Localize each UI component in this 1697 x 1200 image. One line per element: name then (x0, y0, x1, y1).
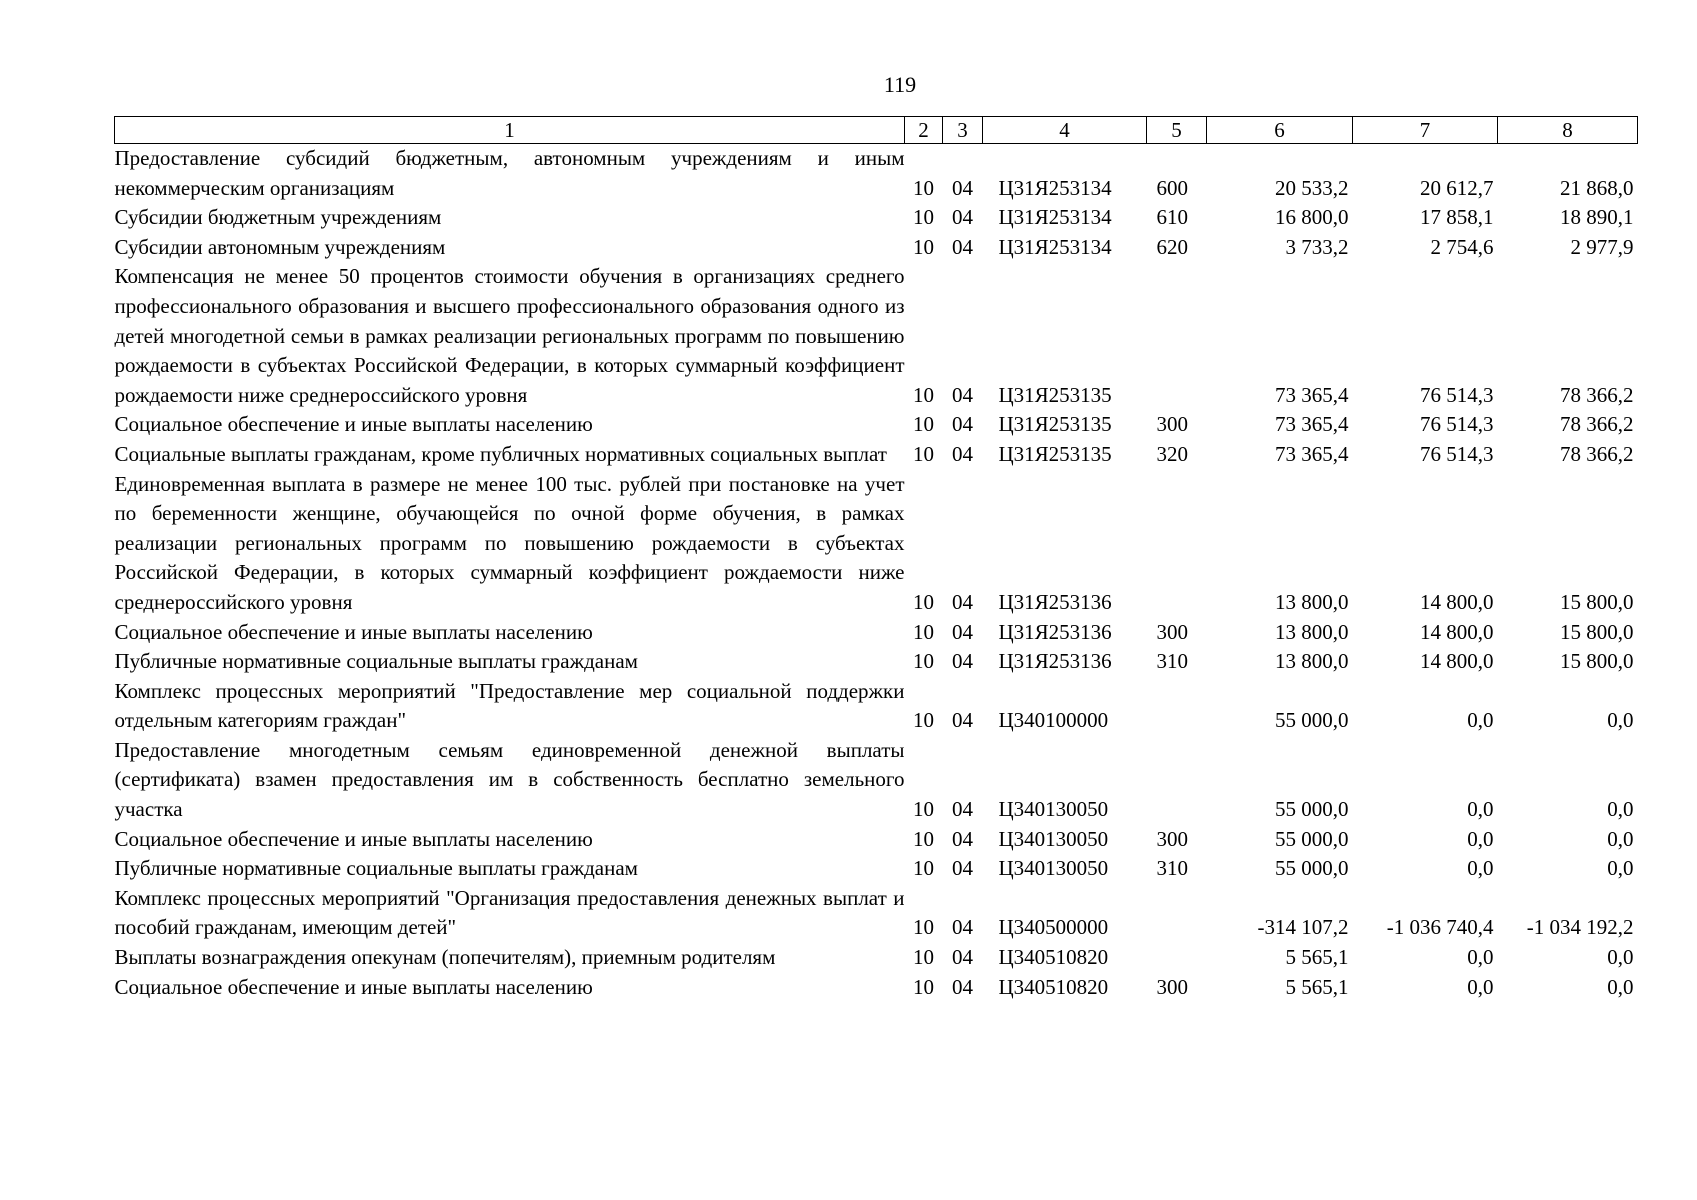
amount-year-1: 55 000,0 (1275, 856, 1349, 881)
subsection-code: 04 (952, 441, 973, 466)
target-article-code: Ц31Я253134 (998, 234, 1112, 259)
amount-year-3: 78 366,2 (1560, 382, 1634, 407)
row-description: Субсидии автономным учреждениям (114, 234, 446, 259)
table-row (115, 884, 1638, 943)
target-article-code: Ц31Я253135 (998, 412, 1112, 437)
section-code: 10 (913, 412, 934, 437)
section-code: 10 (913, 649, 934, 674)
target-article-code: Ц340100000 (998, 708, 1109, 733)
amount-year-1: 5 565,1 (1285, 974, 1349, 999)
row-description: Социальное обеспечение и иные выплаты населению (114, 974, 593, 999)
subsection-code: 04 (952, 234, 973, 259)
amount-year-1: 73 365,4 (1275, 382, 1349, 407)
table-body (115, 144, 1638, 1003)
section-code: 10 (913, 945, 934, 970)
amount-year-1: 73 365,4 (1275, 441, 1349, 466)
expense-type-code (1147, 470, 1207, 618)
subsection-code: 04 (952, 175, 973, 200)
page-number: 119 (883, 72, 917, 97)
column-header: 1 (115, 117, 905, 144)
section-code: 10 (913, 589, 934, 614)
amount-year-3: 0,0 (1607, 856, 1634, 881)
table-row (115, 854, 1638, 884)
section-code: 10 (913, 708, 934, 733)
amount-year-1: 55 000,0 (1275, 797, 1349, 822)
expense-type-code: 310 (1156, 649, 1188, 674)
amount-year-3: 0,0 (1607, 708, 1634, 733)
row-description: Предоставление многодетным семьям единовременной денежной выплаты (сертификата) взамен предоставления им в собственность бесплатно земельного участка (114, 737, 905, 822)
amount-year-2: 14 800,0 (1420, 619, 1494, 644)
subsection-code: 04 (952, 945, 973, 970)
amount-year-3: 0,0 (1607, 974, 1634, 999)
section-code: 10 (913, 382, 934, 407)
amount-year-2: 0,0 (1467, 708, 1494, 733)
section-code: 10 (913, 856, 934, 881)
amount-year-2: -1 036 740,4 (1386, 915, 1494, 940)
amount-year-2: 14 800,0 (1420, 649, 1494, 674)
section-code: 10 (913, 974, 934, 999)
section-code: 10 (913, 619, 934, 644)
amount-year-2: 76 514,3 (1420, 441, 1494, 466)
amount-year-3: 2 977,9 (1570, 234, 1634, 259)
subsection-code: 04 (952, 649, 973, 674)
target-article-code: Ц340500000 (998, 915, 1109, 940)
amount-year-1: 13 800,0 (1275, 619, 1349, 644)
expense-type-code: 600 (1156, 175, 1188, 200)
subsection-code: 04 (952, 205, 973, 230)
section-code: 10 (913, 234, 934, 259)
amount-year-2: 76 514,3 (1420, 412, 1494, 437)
amount-year-3: 78 366,2 (1560, 441, 1634, 466)
target-article-code: Ц31Я253135 (998, 382, 1112, 407)
row-description: Комплекс процессных мероприятий "Предоставление мер социальной поддержки отдельным категориям граждан" (114, 678, 905, 733)
subsection-code: 04 (952, 826, 973, 851)
amount-year-3: 15 800,0 (1560, 589, 1634, 614)
table-row (115, 736, 1638, 825)
subsection-code: 04 (952, 856, 973, 881)
table-row (115, 677, 1638, 736)
amount-year-3: 21 868,0 (1560, 175, 1634, 200)
amount-year-1: 73 365,4 (1275, 412, 1349, 437)
amount-year-1: 13 800,0 (1275, 589, 1349, 614)
row-description: Социальное обеспечение и иные выплаты населению (114, 412, 593, 437)
expense-type-code (1147, 677, 1207, 736)
amount-year-3: 15 800,0 (1560, 649, 1634, 674)
amount-year-2: 17 858,1 (1420, 205, 1494, 230)
table-row (115, 262, 1638, 410)
target-article-code: Ц31Я253135 (998, 441, 1112, 466)
amount-year-2: 0,0 (1467, 945, 1494, 970)
section-code: 10 (913, 175, 934, 200)
amount-year-2: 14 800,0 (1420, 589, 1494, 614)
row-description: Субсидии бюджетным учреждениям (114, 205, 442, 230)
budget-table (114, 116, 1638, 1002)
amount-year-1: 20 533,2 (1275, 175, 1349, 200)
amount-year-3: 78 366,2 (1560, 412, 1634, 437)
table-row (115, 943, 1638, 973)
row-description: Единовременная выплата в размере не менее 100 тыс. рублей при постановке на учет по беременности женщине, обучающейся по очной форме обучения, в рамках реализации региональных программ по повышению рождаемости в субъектах Российской Федерации, в которых суммарный коэффициент рождаемости ниже среднероссийского уровня (114, 471, 905, 614)
subsection-code: 04 (952, 412, 973, 437)
column-header: 7 (1353, 117, 1498, 144)
amount-year-1: -314 107,2 (1257, 915, 1349, 940)
section-code: 10 (913, 797, 934, 822)
expense-type-code (1147, 884, 1207, 943)
table-row (115, 233, 1638, 263)
table-row (115, 144, 1638, 204)
target-article-code: Ц31Я253136 (998, 649, 1112, 674)
amount-year-3: 18 890,1 (1560, 205, 1634, 230)
row-description: Социальное обеспечение и иные выплаты населению (114, 826, 593, 851)
row-description: Публичные нормативные социальные выплаты гражданам (114, 856, 638, 881)
amount-year-1: 5 565,1 (1285, 945, 1349, 970)
amount-year-2: 0,0 (1467, 974, 1494, 999)
amount-year-2: 2 754,6 (1430, 234, 1494, 259)
section-code: 10 (913, 441, 934, 466)
table-row (115, 618, 1638, 648)
amount-year-3: 0,0 (1607, 826, 1634, 851)
subsection-code: 04 (952, 915, 973, 940)
subsection-code: 04 (952, 589, 973, 614)
target-article-code: Ц31Я253136 (998, 589, 1112, 614)
expense-type-code: 300 (1156, 826, 1188, 851)
subsection-code: 04 (952, 619, 973, 644)
subsection-code: 04 (952, 382, 973, 407)
amount-year-1: 16 800,0 (1275, 205, 1349, 230)
subsection-code: 04 (952, 974, 973, 999)
section-code: 10 (913, 205, 934, 230)
column-header: 4 (983, 117, 1147, 144)
amount-year-2: 20 612,7 (1420, 175, 1494, 200)
expense-type-code: 320 (1156, 441, 1188, 466)
table-row (115, 203, 1638, 233)
subsection-code: 04 (952, 708, 973, 733)
subsection-code: 04 (952, 797, 973, 822)
table-row (115, 973, 1638, 1003)
amount-year-3: 0,0 (1607, 945, 1634, 970)
row-description: Предоставление субсидий бюджетным, автономным учреждениям и иным некоммерческим организациям (114, 146, 905, 200)
row-description: Выплаты вознаграждения опекунам (попечителям), приемным родителям (114, 945, 776, 970)
amount-year-2: 0,0 (1467, 826, 1494, 851)
row-description: Компенсация не менее 50 процентов стоимости обучения в организациях среднего профессионального образования и высшего профессионального образования одного из детей многодетной семьи в рамках реализации региональных программ по повышению рождаемости в субъектах Российской Федерации, в которых суммарный коэффициент рождаемости ниже среднероссийского уровня (114, 264, 905, 407)
amount-year-1: 55 000,0 (1275, 708, 1349, 733)
column-header: 3 (943, 117, 983, 144)
table-row (115, 470, 1638, 618)
section-code: 10 (913, 826, 934, 851)
row-description: Публичные нормативные социальные выплаты гражданам (114, 649, 638, 674)
amount-year-3: -1 034 192,2 (1526, 915, 1634, 940)
row-description: Комплекс процессных мероприятий "Организация предоставления денежных выплат и пособий гражданам, имеющим детей" (114, 885, 905, 940)
amount-year-3: 15 800,0 (1560, 619, 1634, 644)
target-article-code: Ц340510820 (998, 945, 1109, 970)
expense-type-code: 310 (1156, 856, 1188, 881)
row-description: Социальное обеспечение и иные выплаты населению (114, 619, 593, 644)
expense-type-code (1147, 262, 1207, 410)
target-article-code: Ц31Я253134 (998, 205, 1112, 230)
target-article-code: Ц340130050 (998, 797, 1109, 822)
expense-type-code (1147, 943, 1207, 973)
amount-year-2: 0,0 (1467, 856, 1494, 881)
expense-type-code: 300 (1156, 619, 1188, 644)
target-article-code: Ц31Я253134 (998, 175, 1112, 200)
target-article-code: Ц340130050 (998, 856, 1109, 881)
table-row (115, 825, 1638, 855)
amount-year-3: 0,0 (1607, 797, 1634, 822)
amount-year-2: 0,0 (1467, 797, 1494, 822)
amount-year-2: 76 514,3 (1420, 382, 1494, 407)
target-article-code: Ц340510820 (998, 974, 1109, 999)
table-row (115, 647, 1638, 677)
target-article-code: Ц31Я253136 (998, 619, 1112, 644)
table-row (115, 440, 1638, 470)
amount-year-1: 13 800,0 (1275, 649, 1349, 674)
column-header: 8 (1498, 117, 1638, 144)
expense-type-code: 620 (1156, 234, 1188, 259)
section-code: 10 (913, 915, 934, 940)
column-header: 6 (1207, 117, 1353, 144)
row-description: Социальные выплаты гражданам, кроме публичных нормативных социальных выплат (114, 441, 887, 466)
table-row (115, 410, 1638, 440)
table-header-row (115, 117, 1638, 144)
target-article-code: Ц340130050 (998, 826, 1109, 851)
column-header: 5 (1147, 117, 1207, 144)
expense-type-code: 300 (1156, 412, 1188, 437)
column-header: 2 (905, 117, 943, 144)
amount-year-1: 3 733,2 (1285, 234, 1349, 259)
expense-type-code (1147, 736, 1207, 825)
expense-type-code: 300 (1156, 974, 1188, 999)
amount-year-1: 55 000,0 (1275, 826, 1349, 851)
expense-type-code: 610 (1156, 205, 1188, 230)
